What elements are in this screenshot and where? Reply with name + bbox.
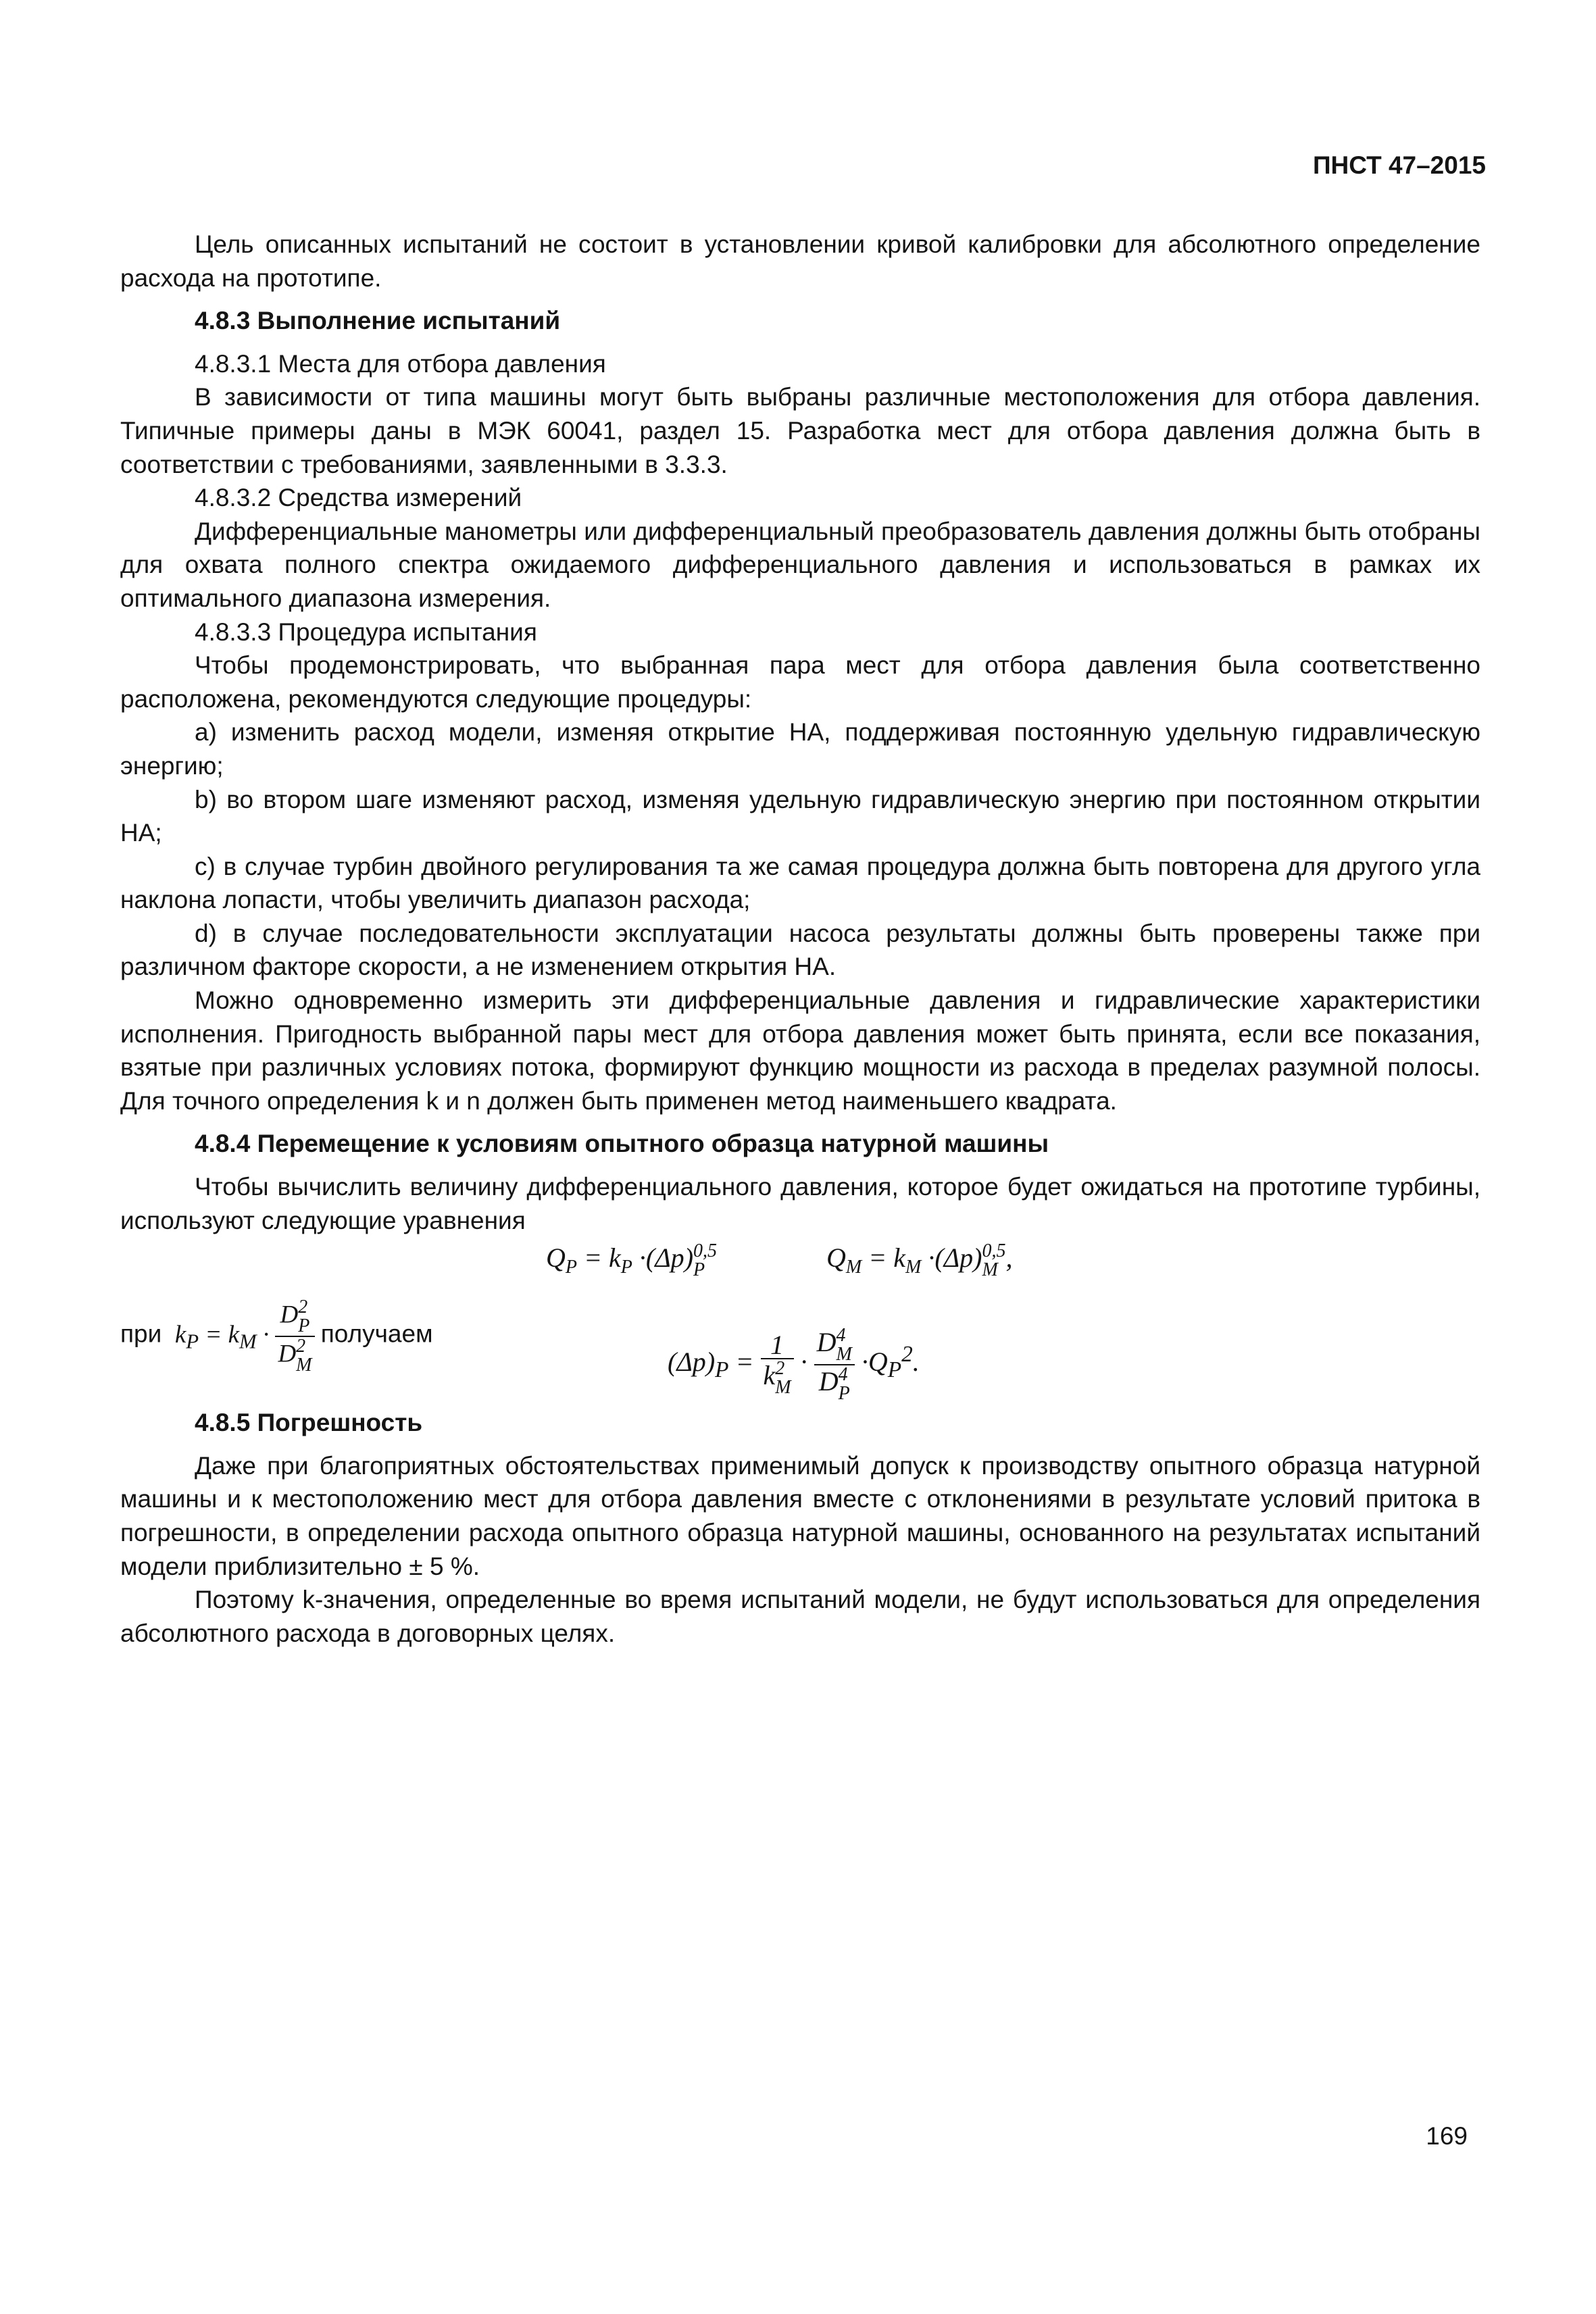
paragraph-4-8-5-a: Даже при благоприятных обстоятельствах применимый допуск к производству опытного образца натурной машины и к местоположению мест для отбора давления вместе с отклонениями в результате условий притока в погрешности, в определении расхода опытного образца натурной машины, основанного на результатах испытаний модели приблизительно ± 5 %. <box>120 1451 1480 1580</box>
page-number: 169 <box>1426 2122 1468 2150</box>
formula-row-2 <box>120 1291 1480 1406</box>
paragraph-4-8-3-2: Дифференциальные манометры или дифференциальный преобразователь давления должны быть отобраны для охвата полного спектра ожидаемого дифференциального давления и использоваться в рамках их оптимального диапазона измерения. <box>120 517 1480 612</box>
list-item-d: d) в случае последовательности эксплуатации насоса результаты должны быть проверены также при различном факторе скорости, а не изменением открытия НА. <box>120 919 1480 981</box>
formula-dp-prototype: $(\Delta p)_P$ = 1 k 2 M · D 4 M D 4 P $\cdot Q_P^2$. <box>668 1325 920 1405</box>
formula-row-1 <box>120 1237 1480 1291</box>
paragraph-4-8-3-3: Чтобы продемонстрировать, что выбранная пара мест для отбора давления была соответственно расположена, рекомендуются следующие процедуры: <box>120 651 1480 713</box>
list-item-a: a) изменить расход модели, изменяя открытие НА, поддерживая постоянную удельную гидравлическую энергию; <box>120 718 1480 780</box>
section-heading-4-8-4: 4.8.4 Перемещение к условиям опытного образца натурной машины <box>195 1130 1049 1158</box>
page-content <box>120 228 1480 1650</box>
intro-paragraph: Цель описанных испытаний не состоит в установлении кривой калибровки для абсолютного определение расхода на прототипе. <box>120 230 1480 292</box>
section-heading-4-8-5: 4.8.5 Погрешность <box>195 1409 423 1437</box>
paragraph-4-8-5-b: Поэтому k-значения, определенные во время испытаний модели, не будут использоваться для определения абсолютного расхода в договорных целях. <box>120 1586 1480 1647</box>
formula-qm: $Q_M = k_M \cdot(\Delta p)$ 0,5 M , <box>826 1240 1013 1281</box>
subsection-title-4-8-3-1: 4.8.3.1 Места для отбора давления <box>195 349 606 378</box>
paragraph-simultaneous: Можно одновременно измерить эти дифференциальные давления и гидравлические характеристики исполнения. Пригодность выбранной пары мест для отбора давления может быть принята, если все показания, взятые при различных условиях потока, формируют функцию мощности из расхода в пределах разумной полосы. Для точного определения k и n должен быть применен метод наименьшего квадрата. <box>120 986 1480 1115</box>
paragraph-4-8-4: Чтобы вычислить величину дифференциального давления, которое будет ожидаться на прототипе турбины, используют следующие уравнения <box>120 1173 1480 1234</box>
formula-qp: $Q_P = k_P \cdot(\Delta p)$ 0,5 P <box>546 1240 718 1281</box>
subsection-title-4-8-3-2: 4.8.3.2 Средства измерений <box>195 484 522 512</box>
paragraph-4-8-3-1: В зависимости от типа машины могут быть выбраны различные местоположения для отбора давления. Типичные примеры даны в МЭК 60041, раздел 15. Разработка мест для отбора давления должна быть в соответствии с требованиями, заявленными в 3.3.3. <box>120 383 1480 478</box>
formula-condition: при $k_P = k_M$ · D 2 P D 2 M получаем <box>120 1297 433 1376</box>
subsection-title-4-8-3-3: 4.8.3.3 Процедура испытания <box>195 618 537 646</box>
document-code: ПНСТ 47–2015 <box>1312 151 1486 179</box>
section-heading-4-8-3: 4.8.3 Выполнение испытаний <box>195 307 561 335</box>
list-item-b: b) во втором шаге изменяют расход, изменяя удельную гидравлическую энергию при постоянном открытии НА; <box>120 785 1480 847</box>
list-item-c: c) в случае турбин двойного регулирования та же самая процедура должна быть повторена для другого угла наклона лопасти, чтобы увеличить диапазон расхода; <box>120 852 1480 914</box>
